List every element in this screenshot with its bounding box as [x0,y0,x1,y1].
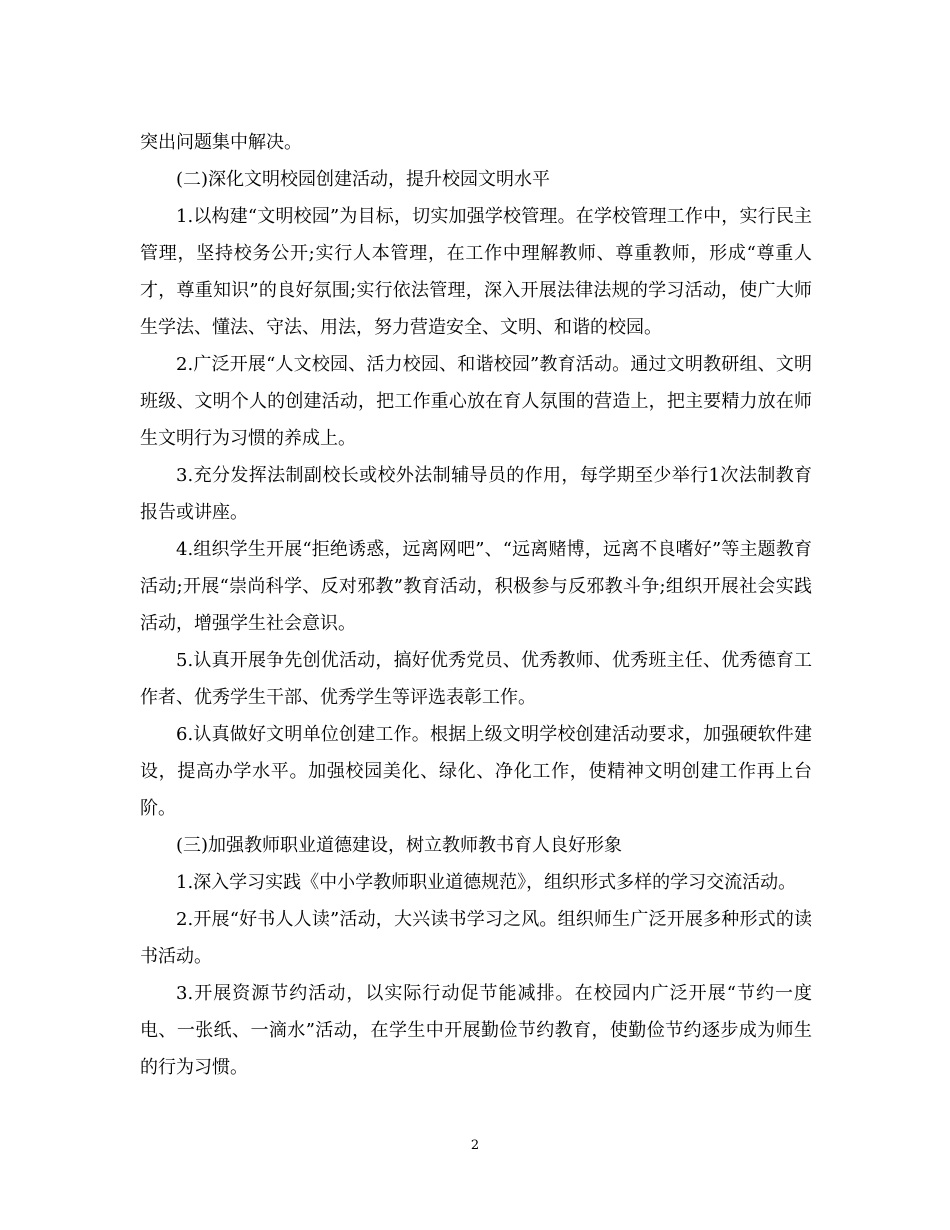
paragraph-2-6: 6.认真做好文明单位创建工作。根据上级文明学校创建活动要求，加强硬软件建设，提高办学水平。加强校园美化、绿化、净化工作，使精神文明创建工作再上台阶。 [140,724,812,819]
section-heading-2: (二)深化文明校园创建活动，提升校园文明水平 [176,169,551,190]
paragraph-2-4: 4.组织学生开展“拒绝诱惑，远离网吧”、“远离赌博，远离不良嗜好”等主题教育活动;开展“崇尚科学、反对邪教”教育活动，积极参与反邪教斗争;组织开展社会实践活动，增强学生社会意识。 [140,539,812,634]
paragraph-2-3: 3.充分发挥法制副校长或校外法制辅导员的作用，每学期至少举行1次法制教育报告或讲座。 [140,465,812,523]
page-number: 2 [470,1138,480,1153]
paragraph-2-5: 5.认真开展争先创优活动，搞好优秀党员、优秀教师、优秀班主任、优秀德育工作者、优秀学生干部、优秀学生等评选表彰工作。 [140,650,812,708]
section-heading-3: (三)加强教师职业道德建设，树立教师教书育人良好形象 [176,835,623,856]
paragraph-3-1: 1.深入学习实践《中小学教师职业道德规范》，组织形式多样的学习交流活动。 [176,872,797,893]
paragraph-continuation: 突出问题集中解决。 [140,132,302,153]
paragraph-3-2: 2.开展“好书人人读”活动，大兴读书学习之风。组织师生广泛开展多种形式的读书活动。 [140,909,812,967]
body-text [140,124,812,1086]
paragraph-3-3: 3.开展资源节约活动，以实际行动促节能减排。在校园内广泛开展“节约一度电、一张纸、一滴水”活动，在学生中开展勤俭节约教育，使勤俭节约逐步成为师生的行为习惯。 [140,983,812,1078]
paragraph-2-1: 1.以构建“文明校园”为目标，切实加强学校管理。在学校管理工作中，实行民主管理，坚持校务公开;实行人本管理，在工作中理解教师、尊重教师，形成“尊重人才，尊重知识”的良好氛围;实行依法管理，深入开展法律法规的学习活动，使广大师生学法、懂法、守法、用法，努力营造安全、文明、和谐的校园。 [140,206,812,338]
paragraph-2-2: 2.广泛开展“人文校园、活力校园、和谐校园”教育活动。通过文明教研组、文明班级、文明个人的创建活动，把工作重心放在育人氛围的营造上，把主要精力放在师生文明行为习惯的养成上。 [140,354,812,449]
